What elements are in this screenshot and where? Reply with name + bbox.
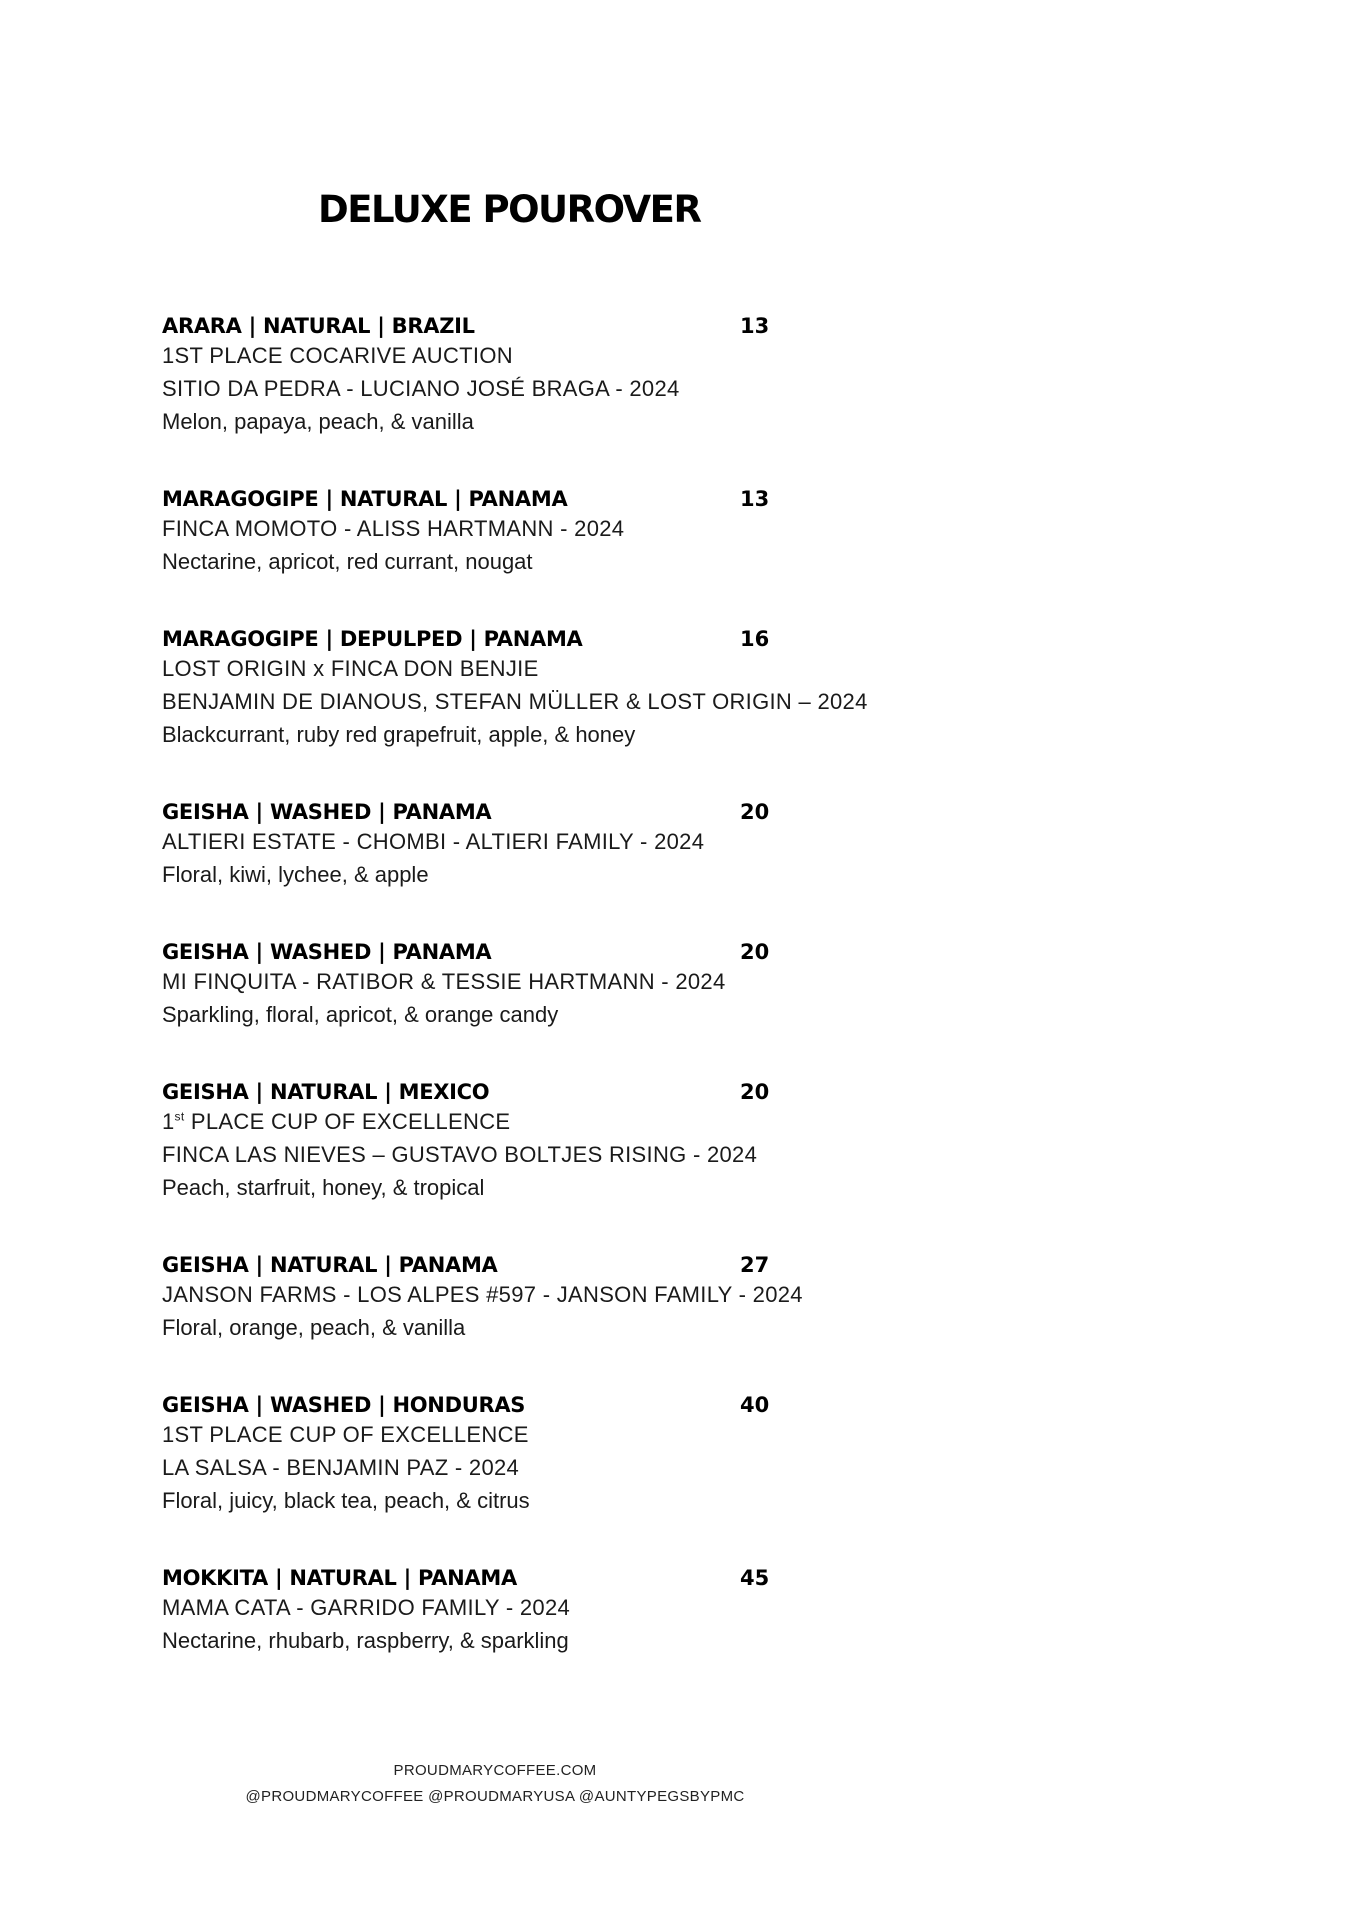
menu-item-header (162, 626, 962, 652)
menu-item-award (162, 1105, 962, 1138)
menu-item-name: GEISHA | NATURAL | MEXICO (162, 1080, 490, 1104)
menu-item-origin: BENJAMIN DE DIANOUS, STEFAN MÜLLER & LOST ORIGIN – 2024 (162, 689, 868, 714)
menu-item-header (162, 486, 962, 512)
menu-item-origin: FINCA LAS NIEVES – GUSTAVO BOLTJES RISING - 2024 (162, 1142, 758, 1167)
menu-item-name: GEISHA | WASHED | PANAMA (162, 800, 492, 824)
menu-item (162, 799, 962, 891)
menu-item-tasting-notes: Sparkling, floral, apricot, & orange candy (162, 1002, 559, 1027)
menu-item (162, 486, 962, 578)
menu-item-award: 1ST PLACE COCARIVE AUCTION (162, 343, 513, 368)
footer-social-handles: @PROUDMARYCOFFEE @PROUDMARYUSA @AUNTYPEGSBYPMC (245, 1788, 745, 1805)
menu-item-header (162, 1565, 962, 1591)
menu-item-tasting-notes: Nectarine, rhubarb, raspberry, & sparkling (162, 1628, 569, 1653)
award-text: PLACE CUP OF EXCELLENCE (184, 1109, 511, 1134)
menu-item-header (162, 1079, 962, 1105)
menu-item (162, 626, 962, 751)
menu-item-header (162, 313, 962, 339)
menu-item-price: 20 (740, 940, 770, 964)
menu-item-header (162, 939, 962, 965)
menu-item (162, 313, 962, 438)
menu-item-header (162, 799, 962, 825)
menu-item-name: MARAGOGIPE | DEPULPED | PANAMA (162, 627, 583, 651)
menu-item-tasting-notes: Melon, papaya, peach, & vanilla (162, 409, 474, 434)
menu-list (162, 313, 962, 1705)
menu-item-name: GEISHA | WASHED | PANAMA (162, 940, 492, 964)
menu-item-origin: LA SALSA - BENJAMIN PAZ - 2024 (162, 1455, 520, 1480)
menu-item-tasting-notes: Peach, starfruit, honey, & tropical (162, 1175, 485, 1200)
menu-item-collaboration: LOST ORIGIN x FINCA DON BENJIE (162, 656, 539, 681)
menu-item-name: MARAGOGIPE | NATURAL | PANAMA (162, 487, 568, 511)
menu-item-name: MOKKITA | NATURAL | PANAMA (162, 1566, 517, 1590)
menu-item-tasting-notes: Floral, kiwi, lychee, & apple (162, 862, 429, 887)
footer (0, 1758, 990, 1810)
award-place-number: 1 (162, 1109, 175, 1134)
menu-item (162, 1252, 962, 1344)
menu-item-price: 40 (740, 1393, 770, 1417)
menu-item-header (162, 1392, 962, 1418)
menu-item-origin: MAMA CATA - GARRIDO FAMILY - 2024 (162, 1595, 571, 1620)
menu-item-price: 27 (740, 1253, 770, 1277)
page-title: DELUXE POUROVER (318, 188, 701, 231)
menu-item-tasting-notes: Nectarine, apricot, red currant, nougat (162, 549, 533, 574)
menu-item-origin: FINCA MOMOTO - ALISS HARTMANN - 2024 (162, 516, 625, 541)
menu-item-name: ARARA | NATURAL | BRAZIL (162, 314, 475, 338)
menu-item-name: GEISHA | NATURAL | PANAMA (162, 1253, 498, 1277)
menu-item (162, 939, 962, 1031)
menu-item-origin: SITIO DA PEDRA - LUCIANO JOSÉ BRAGA - 2024 (162, 376, 680, 401)
menu-item-header (162, 1252, 962, 1278)
menu-item-tasting-notes: Floral, juicy, black tea, peach, & citrus (162, 1488, 530, 1513)
menu-item-tasting-notes: Floral, orange, peach, & vanilla (162, 1315, 466, 1340)
menu-item-price: 16 (740, 627, 770, 651)
footer-website: PROUDMARYCOFFEE.COM (393, 1762, 597, 1779)
menu-item-price: 13 (740, 487, 770, 511)
menu-item (162, 1392, 962, 1517)
menu-item-award: 1ST PLACE CUP OF EXCELLENCE (162, 1422, 529, 1447)
menu-item-tasting-notes: Blackcurrant, ruby red grapefruit, apple, & honey (162, 722, 636, 747)
menu-item (162, 1079, 962, 1204)
menu-item-origin: ALTIERI ESTATE - CHOMBI - ALTIERI FAMILY - 2024 (162, 829, 705, 854)
menu-item-origin: MI FINQUITA - RATIBOR & TESSIE HARTMANN - 2024 (162, 969, 726, 994)
menu-item-price: 20 (740, 1080, 770, 1104)
menu-item-origin: JANSON FARMS - LOS ALPES #597 - JANSON FAMILY - 2024 (162, 1282, 803, 1307)
menu-item-price: 13 (740, 314, 770, 338)
menu-item-price: 20 (740, 800, 770, 824)
menu-item-price: 45 (740, 1566, 770, 1590)
menu-item (162, 1565, 962, 1657)
menu-item-name: GEISHA | WASHED | HONDURAS (162, 1393, 526, 1417)
award-place-suffix: st (174, 1109, 185, 1124)
